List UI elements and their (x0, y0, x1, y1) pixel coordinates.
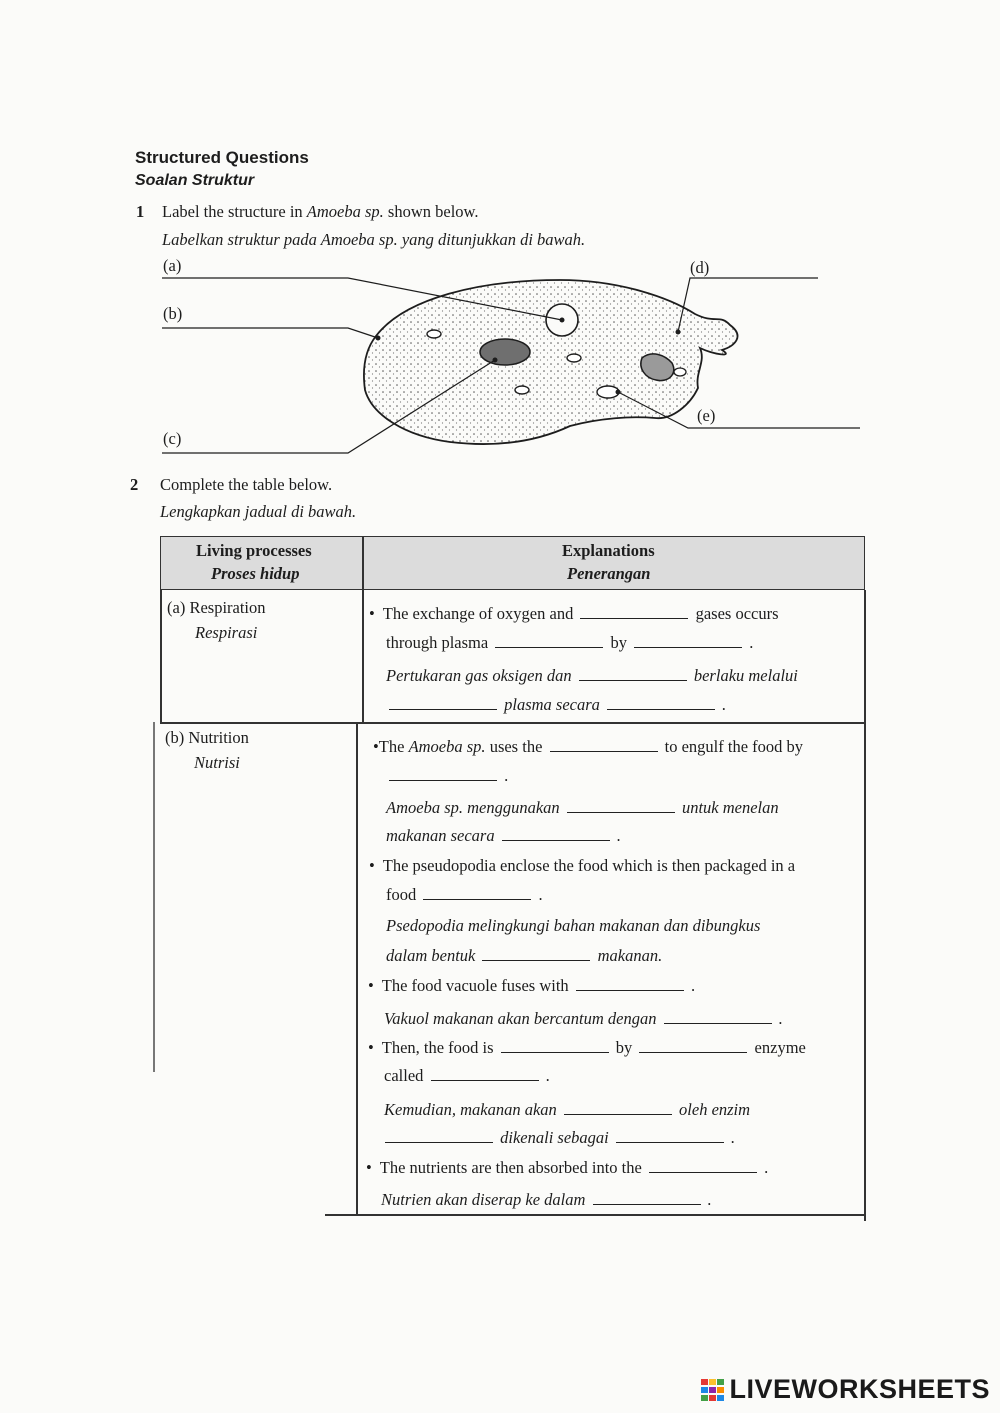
leader-line-b (162, 328, 378, 338)
nucleus (480, 339, 530, 365)
nut-b1-malay-2 (386, 826, 621, 845)
nut-b2b: food (386, 885, 417, 904)
answer-blank[interactable] (502, 826, 610, 841)
nut-b1d: . (504, 766, 509, 785)
header-col2-en: Explanations (562, 541, 655, 560)
nut-b2a: The pseudopodia enclose the food which is then packaged in a (382, 856, 796, 875)
liveworksheets-logo-text: LIVEWORKSHEETS (729, 1374, 990, 1404)
q1-text-pre: Label the structure in (162, 202, 307, 221)
nut-b5m1: Nutrien akan diserap ke dalam (381, 1190, 586, 1209)
table-row-divider (160, 722, 865, 724)
table-border-right (864, 590, 866, 1221)
nut-b4m2: oleh enzim (679, 1100, 751, 1119)
resp-l2c: . (749, 633, 754, 652)
nut-b1c: to engulf the food by (664, 737, 804, 756)
section-subtitle: Soalan Struktur (135, 172, 255, 189)
answer-blank[interactable] (389, 766, 497, 781)
nut-b2m2: dalam bentuk (386, 946, 476, 965)
answer-blank[interactable] (431, 1066, 539, 1081)
table-divider-vertical-lower (356, 722, 358, 1214)
small-vacuole (674, 368, 686, 376)
table-divider-vertical (362, 536, 364, 722)
nut-b3m1: Vakuol makanan akan bercantum dengan (384, 1009, 657, 1028)
nut-b4c: enzyme (754, 1038, 806, 1057)
resp-l3b: berlaku melalui (693, 666, 798, 685)
nut-b1a: The (378, 737, 409, 756)
small-vacuole (567, 354, 581, 362)
q2-number: 2 (130, 475, 139, 494)
answer-blank[interactable] (616, 1128, 724, 1143)
nut-b4-line-2 (384, 1066, 550, 1085)
nut-b4e: . (545, 1066, 550, 1085)
label-b: (b) (163, 304, 183, 323)
nut-b1b: uses the (485, 737, 543, 756)
nut-b1-line-1 (373, 737, 803, 756)
row-respiration-label: (a) Respiration (167, 598, 266, 617)
nut-b5b: . (764, 1158, 769, 1177)
q1-number: 1 (136, 202, 145, 221)
resp-l3a: Pertukaran gas oksigen dan (386, 666, 572, 685)
bullet: • (373, 737, 379, 756)
nut-b3b: . (690, 976, 696, 995)
q1-text-post: shown below. (383, 202, 479, 221)
nut-b1m1: Amoeba sp. menggunakan (386, 798, 560, 817)
nut-b5-malay (381, 1190, 712, 1209)
liveworksheets-logo-icon (701, 1379, 725, 1401)
resp-l2b: by (610, 633, 627, 652)
row-nutrition-label: (b) Nutrition (165, 728, 249, 747)
answer-blank[interactable] (576, 976, 684, 991)
q2-text-malay: Lengkapkan jadual di bawah. (160, 502, 357, 521)
bullet: • (369, 604, 375, 623)
label-d: (d) (690, 258, 710, 277)
nut-b2-malay-1: Psedopodia melingkungi bahan makanan dan dibungkus (386, 916, 761, 935)
nut-b3-malay (384, 1009, 783, 1028)
nut-b1-malay-1 (386, 798, 779, 817)
answer-blank[interactable] (593, 1190, 701, 1205)
header-col2-my: Penerangan (567, 564, 651, 583)
nut-b2-malay-2 (386, 946, 662, 965)
answer-blank[interactable] (389, 695, 497, 710)
answer-blank[interactable] (579, 666, 687, 681)
resp-l2a: through plasma (386, 633, 489, 652)
answer-blank[interactable] (550, 737, 658, 752)
table-border-left (160, 590, 162, 722)
small-vacuole (515, 386, 529, 394)
nut-b3a: The food vacuole fuses with (381, 976, 569, 995)
answer-blank[interactable] (580, 604, 688, 619)
resp-line-4 (386, 695, 726, 714)
nut-b4d: called (384, 1066, 424, 1085)
label-c: (c) (163, 429, 182, 448)
answer-blank[interactable] (664, 1009, 772, 1024)
nut-b4m4: . (730, 1128, 736, 1147)
table-bottom-border (325, 1214, 865, 1216)
q1-species: Amoeba sp. (306, 202, 384, 221)
bullet: • (366, 1158, 372, 1177)
row-nutrition-label-my: Nutrisi (194, 753, 240, 772)
nut-b2c: . (538, 885, 543, 904)
answer-blank[interactable] (482, 946, 590, 961)
q2-text: Complete the table below. (160, 475, 333, 494)
bullet: • (369, 856, 375, 875)
resp-line-2 (386, 633, 753, 652)
section-title: Structured Questions (135, 148, 309, 167)
answer-blank[interactable] (495, 633, 603, 648)
nut-b2m3: makanan. (597, 946, 663, 965)
nut-b1m2: untuk menelan (681, 798, 779, 817)
header-col1-my: Proses hidup (211, 564, 300, 583)
answer-blank[interactable] (385, 1128, 493, 1143)
amoeba-diagram (150, 250, 870, 460)
nut-b4-line-1 (368, 1038, 806, 1057)
nut-b4m3: dikenali sebagai (500, 1128, 609, 1147)
resp-l4a: plasma secara (504, 695, 600, 714)
nut-b4-malay-1 (384, 1100, 750, 1119)
label-a: (a) (163, 256, 182, 275)
nut-b4a: Then, the food is (381, 1038, 494, 1057)
small-vacuole (427, 330, 441, 338)
nut-b5-line-1 (366, 1158, 768, 1177)
nut-b4m1: Kemudian, makanan akan (384, 1100, 557, 1119)
resp-l1a: The exchange of oxygen and (382, 604, 574, 623)
q1-text (162, 204, 479, 221)
nut-b3m2: . (778, 1009, 783, 1028)
answer-blank[interactable] (607, 695, 715, 710)
nut-b2-line-2 (386, 885, 543, 904)
nut-b4b: by (615, 1038, 633, 1057)
nut-b1-line-2 (386, 766, 508, 785)
resp-l4b: . (722, 695, 727, 714)
nut-b2-line-1 (369, 858, 795, 875)
q1-text-malay: Labelkan struktur pada Amoeba sp. yang ditunjukkan di bawah. (162, 230, 586, 249)
answer-blank[interactable] (501, 1038, 609, 1053)
nut-b5m2: . (707, 1190, 712, 1209)
answer-blank[interactable] (634, 633, 742, 648)
nut-b1sp: Amoeba sp. (408, 737, 486, 756)
resp-line-3 (386, 666, 798, 685)
bullet: • (368, 1038, 374, 1057)
nut-b4-malay-2 (382, 1128, 735, 1147)
table-border-left-lower (153, 722, 155, 1072)
nut-b1m4: . (616, 826, 621, 845)
answer-blank[interactable] (649, 1158, 757, 1173)
amoeba-body (364, 280, 738, 444)
liveworksheets-logo (701, 1374, 990, 1405)
answer-blank[interactable] (564, 1100, 672, 1115)
resp-l1b: gases occurs (695, 604, 779, 623)
nut-b1m3: makanan secara (386, 826, 495, 845)
nut-b3-line-1 (368, 976, 695, 995)
row-respiration-label-my: Respirasi (195, 623, 258, 642)
resp-line-1 (369, 604, 779, 623)
answer-blank[interactable] (567, 798, 675, 813)
bullet: • (368, 976, 374, 995)
label-e: (e) (697, 406, 716, 425)
header-col1-en: Living processes (196, 541, 312, 560)
answer-blank[interactable] (423, 885, 531, 900)
answer-blank[interactable] (639, 1038, 747, 1053)
nut-b5a: The nutrients are then absorbed into the (379, 1158, 642, 1177)
